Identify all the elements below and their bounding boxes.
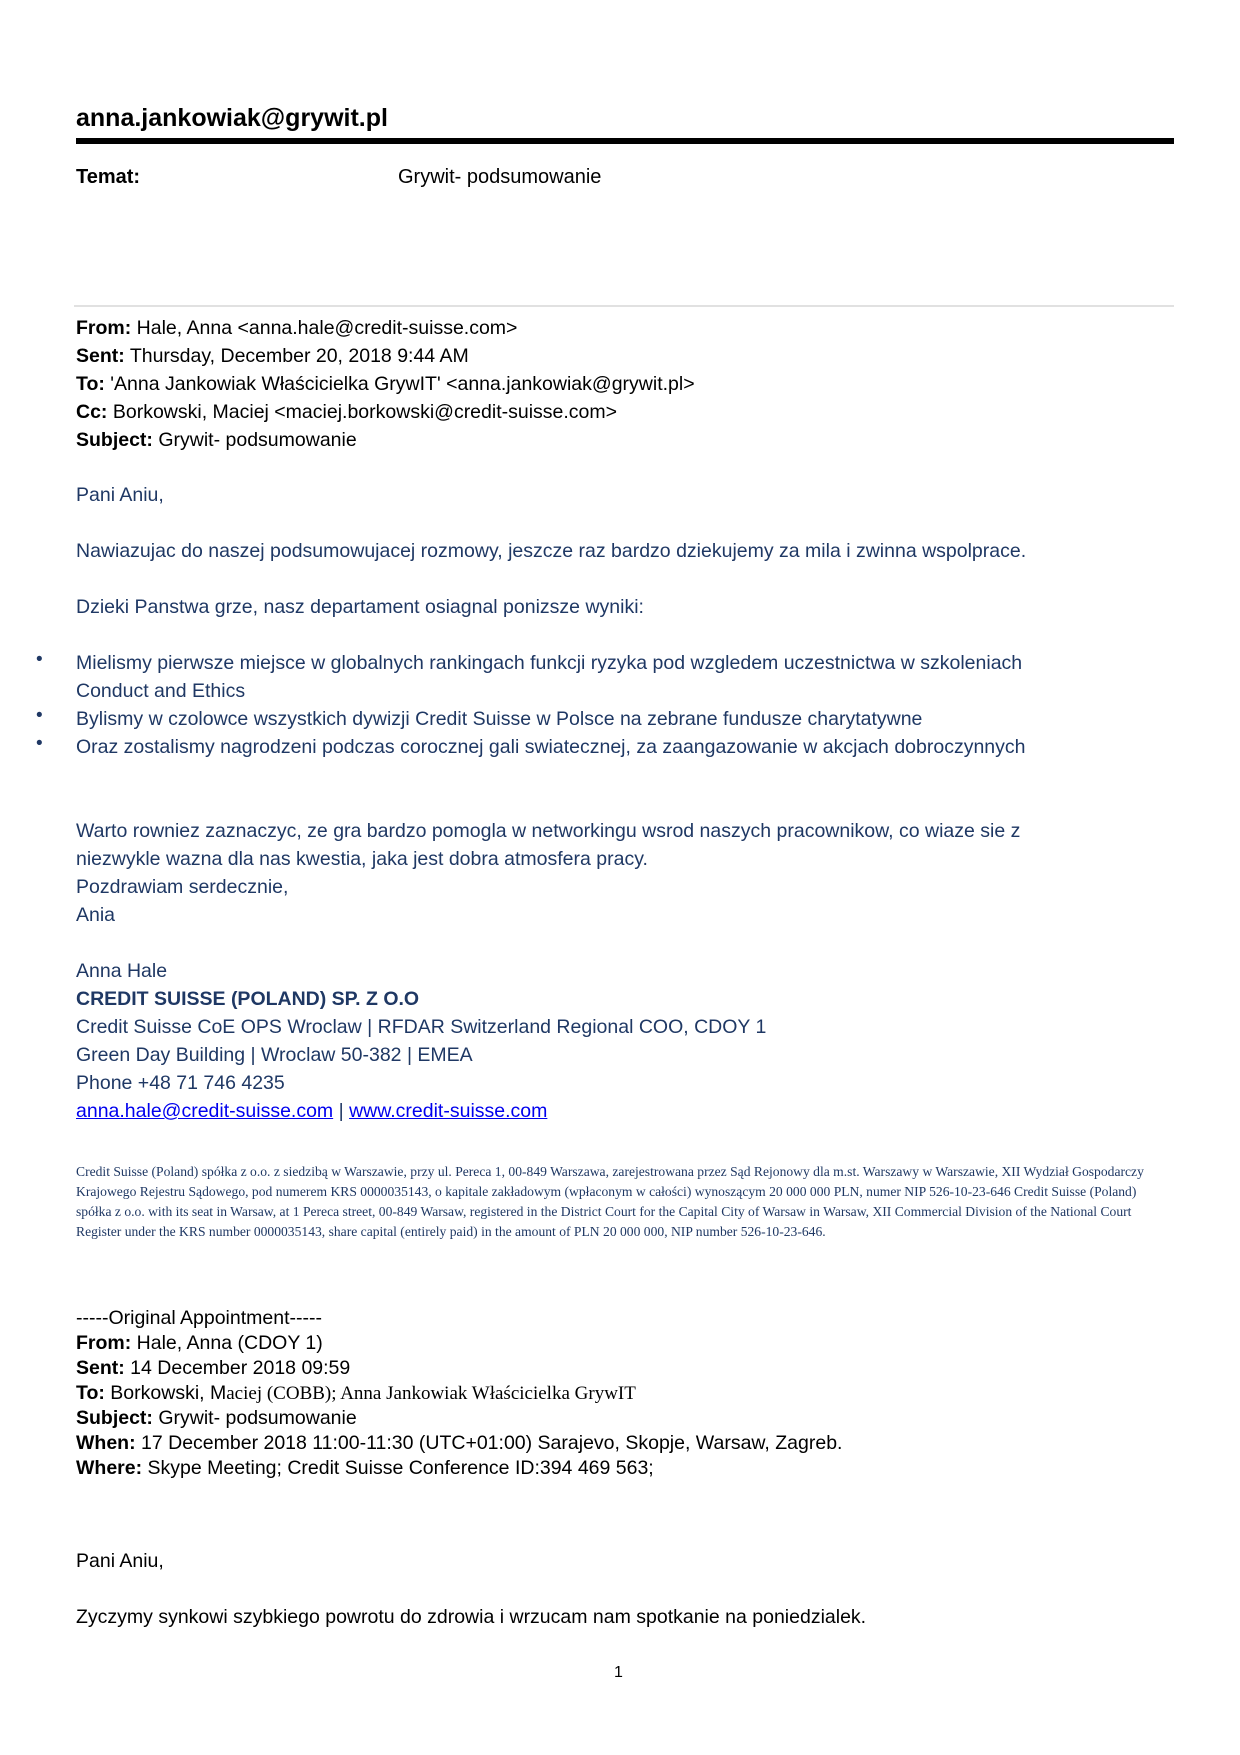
temat-value: Grywit- podsumowanie (398, 166, 602, 188)
bullet-item-2: Bylismy w czolowce wszystkich dywizji Credit Suisse w Polsce na zebrane fundusze charytatywne (76, 708, 923, 730)
meta-to: To: 'Anna Jankowiak Właścicielka GrywIT' <anna.jankowiak@grywit.pl> (76, 373, 695, 395)
signature-line-2: Green Day Building | Wroclaw 50-382 | EMEA (76, 1044, 473, 1066)
original-subject: Subject: Grywit- podsumowanie (76, 1407, 357, 1429)
original-when-value: 17 December 2018 11:00-11:30 (UTC+01:00) Sarajevo, Skopje, Warsaw, Zagreb. (141, 1432, 843, 1454)
meta-subject: Subject: Grywit- podsumowanie (76, 429, 357, 451)
original-subject-value: Grywit- podsumowanie (158, 1407, 357, 1429)
signature-phone: Phone +48 71 746 4235 (76, 1072, 285, 1094)
original-to-value-b: aciej (COBB); Anna Jankowiak Właścicielka GrywIT (226, 1383, 636, 1404)
page-number: 1 (614, 1664, 623, 1681)
original-when: When: 17 December 2018 11:00-11:30 (UTC+01:00) Sarajevo, Skopje, Warsaw, Zagreb. (76, 1432, 843, 1454)
message-meta (76, 314, 695, 454)
original-to: To: Borkowski, Maciej (COBB); Anna Jankowiak Właścicielka GrywIT (76, 1382, 636, 1404)
header-divider (76, 138, 1174, 144)
original-paragraph-1: Zyczymy synkowi szybkiego powrotu do zdrowia i wrzucam nam spotkanie na poniedzialek. (76, 1606, 867, 1628)
header-email: anna.jankowiak@grywit.pl (76, 104, 388, 132)
bullet-item-3: Oraz zostalismy nagrodzeni podczas corocznej gali swiatecznej, za zaangazowanie w akcjach dobroczynnych (76, 736, 1026, 758)
signature-link-separator: | (333, 1100, 350, 1122)
bullet-item-1: Mielismy pierwsze miejsce w globalnych rankingach funkcji ryzyka pod wzgledem uczestnictwa w szkoleniach (76, 652, 1023, 674)
signature-web-link[interactable]: www.credit-suisse.com (349, 1100, 548, 1122)
meta-from: From: Hale, Anna <anna.hale@credit-suisse.com> (76, 317, 518, 339)
meta-subject-value: Grywit- podsumowanie (158, 429, 357, 451)
meta-sent: Sent: Thursday, December 20, 2018 9:44 AM (76, 345, 469, 367)
meta-cc-value: Borkowski, Maciej <maciej.borkowski@credit-suisse.com> (112, 401, 618, 423)
signature-name: Anna Hale (76, 960, 168, 982)
body-paragraph-1: Nawiazujac do naszej podsumowujacej rozmowy, jeszcze raz bardzo dziekujemy za mila i zwinna wspolprace. (76, 540, 1027, 562)
original-where: Where: Skype Meeting; Credit Suisse Conference ID:394 469 563; (76, 1457, 654, 1479)
temat-label: Temat: (76, 166, 141, 188)
signature-line-1: Credit Suisse CoE OPS Wroclaw | RFDAR Switzerland Regional COO, CDOY 1 (76, 1016, 767, 1038)
body-paragraph-3-line-1: Warto rowniez zaznaczyc, ze gra bardzo pomogla w networkingu wsrod naszych pracownikow, co wiaze sie z (76, 820, 1021, 842)
original-appointment (76, 1306, 842, 1481)
meta-from-value: Hale, Anna <anna.hale@credit-suisse.com> (136, 317, 518, 339)
original-from: From: Hale, Anna (CDOY 1) (76, 1332, 323, 1354)
meta-cc: Cc: Borkowski, Maciej <maciej.borkowski@credit-suisse.com> (76, 401, 618, 423)
body-closing: Pozdrawiam serdecznie, (76, 876, 289, 898)
original-heading: -----Original Appointment----- (76, 1307, 322, 1329)
bullet-icon: • (36, 733, 43, 754)
body-sign-short: Ania (76, 904, 116, 926)
original-to-value-a: Borkowski, M (110, 1382, 227, 1404)
signature-email-link[interactable]: anna.hale@credit-suisse.com (76, 1100, 334, 1122)
original-greeting: Pani Aniu, (76, 1550, 164, 1572)
original-sent-value: 14 December 2018 09:59 (130, 1357, 351, 1379)
meta-to-value: 'Anna Jankowiak Właścicielka GrywIT' <anna.jankowiak@grywit.pl> (110, 373, 695, 395)
original-sent: Sent: 14 December 2018 09:59 (76, 1357, 351, 1379)
body-greeting: Pani Aniu, (76, 484, 164, 506)
body-paragraph-2: Dzieki Panstwa grze, nasz departament osiagnal ponizsze wyniki: (76, 596, 644, 618)
bullet-icon: • (36, 705, 43, 726)
bullet-item-1-continued: Conduct and Ethics (76, 680, 246, 702)
original-where-value: Skype Meeting; Credit Suisse Conference ID:394 469 563; (147, 1457, 654, 1479)
message-divider (74, 305, 1174, 307)
original-from-value: Hale, Anna (CDOY 1) (136, 1332, 323, 1354)
bullet-icon: • (36, 649, 43, 670)
body-paragraph-3-line-2: niezwykle wazna dla nas kwestia, jaka jest dobra atmosfera pracy. (76, 848, 648, 870)
legal-disclaimer: Credit Suisse (Poland) spółka z o.o. z siedzibą w Warszawie, przy ul. Pereca 1, 00-849 Warszawa, zarejestrowana przez Sąd Rejonowy dla m.st. Warszawy w Warszawie, XII Wydział Gospodarczy Krajowego Rejestru Sądowego, pod numerem KRS 0000035143, o kapitale zakładowym (wpłaconym w całości) wynoszącym 20 000 000 PLN, numer NIP 526-10-23-646 Credit Suisse (Poland) spółka z o.o. with its seat in Warsaw, at 1 Pereca street, 00-849 Warsaw, registered in the District Court for the Capital City of Warsaw in Warsaw, XII Commercial Division of the National Court Register under the KRS number 0000035143, share capital (entirely paid) in the amount of PLN 20 000 000, NIP number 526-10-23-646. (76, 1164, 1144, 1239)
meta-sent-value: Thursday, December 20, 2018 9:44 AM (129, 345, 469, 367)
signature-company: CREDIT SUISSE (POLAND) SP. Z O.O (76, 988, 420, 1010)
signature-links (76, 1097, 547, 1125)
